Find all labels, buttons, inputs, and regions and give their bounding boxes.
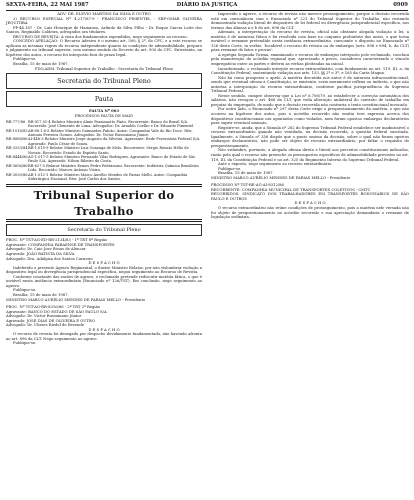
body-paragraph: Publique-se.: [218, 166, 242, 171]
header-date: SEXTA-FEIRA, 22 MAI 1987: [6, 2, 89, 8]
decision-line: Brasília, 15 de maio de 1987.: [13, 292, 69, 297]
intro-line: Brasília, 15 de maio de 1987.: [13, 62, 69, 67]
decision-block: [211, 183, 409, 219]
intro-block: [6, 12, 202, 71]
decision-line: Agravado: JOSE DIAS DE OLIVEIRA E OUTRO: [6, 318, 95, 323]
body-paragraph: Inconformado, o reclamado interpõe recurso extraordinário, com fundamento no art. 119, III, a, da Constituição Federal, sustentando violação aos arts. 153, §§ 2º e 3º, e 165 da Carta Magna.: [211, 66, 409, 76]
proc-number: RR-1016/85: [6, 128, 28, 133]
proc-number: RR-5656/86: [6, 163, 28, 168]
proc-number: RR-3333/84: [6, 146, 28, 151]
header-rule: [6, 10, 408, 11]
proc-details: AI-448-3 Relator Ministro Jorge Augusto da Silveira. Agravante: Rede Ferroviária Federal S/A. Agravado: Paulo César de Souza.: [28, 137, 201, 146]
decision-line: PROC. Nº TST-AG-ED-RR-2134/83 - 1ª TRT 8ª Região: [6, 238, 108, 243]
body-paragraph: Não vislumbro, portanto, a alegada ofensa direta e literal aos preceitos constitucionais indicados, razão pela qual o recurso não preenche os pressupostos específicos de admissibilidade previstos no art. 119, III, da Constituição Federal e no art. 325 do Regimento Interno do Supremo Tribunal Federal.: [211, 148, 409, 162]
decision-line: Conforme constante das razões de agravo, o reclamado pretende rediscutir matéria fática, o que é inviável nesta instância extraordinária (Enunciado nº 126/TST). Em conclusão, nego seguimento ao agravo.: [6, 274, 202, 288]
decision-line: Advogado: Dr. Ulisses Riedel de Resende: [6, 323, 85, 328]
proc-number: RR-4444/86: [6, 154, 28, 159]
table-row: [6, 129, 202, 138]
intro-line: Publique-se.: [13, 57, 37, 62]
proc-details: AR-1.012-1 Relator Ministro Marco Aurélio Mendes de Farias Mello. Autor: Companhia Siderúrgica Nacional. Réu: José Carlos dos Santos.: [28, 172, 188, 181]
intro-line: FDO.ADM. Tribunal Superior do Trabalho - Secretaria do Tribunal Pleno: [34, 66, 174, 71]
table-row: [6, 146, 202, 155]
body-paragraph: Improvido o agravo, o recurso de revista não merece prosseguimento, porque a decisão recorrida está em consonância com o Enunciado nº 221 do Tribunal Superior do Trabalho, não restando demonstrada violação literal de dispositivo de lei federal ou divergência jurisprudencial específica, nos termos das alíneas a e b do art. 896 da CLT.: [211, 12, 409, 30]
proc-number: RR-8888/86: [6, 137, 28, 142]
body-paragraph: Brasília, 15 de maio de 1987.: [218, 171, 274, 176]
intro-line: ADV: DR. ELEVIO MARTINS DA SILVA E OUTRO: [57, 12, 151, 16]
decision-line: Agravado: JOÃO BATISTA DA SILVA: [6, 252, 75, 257]
signature: MINISTRO MARCO AURÉLIO MENDES DE FARIAS MELLO - Presidente: [6, 297, 146, 302]
table-row: [6, 164, 202, 173]
proc-details: RR-917.01-4 Relator Ministro Almir Pazzianotto Pinto. Recorrente: Banco do Brasil S/A. Recorrido: José Clemente de Lima. Advogados: Dr. Arnaldo Coelho e Dr. Eduardo Pimentel.: [28, 119, 195, 129]
decision-line: Agravante: COMPANHIA PARAENSE DE TRANSPORTES: [6, 242, 115, 247]
left-column: [6, 12, 202, 346]
body-paragraph: Ante o exposto, nego seguimento ao recurso extraordinário.: [218, 162, 333, 167]
body-paragraph: Não há como prosperar o apelo. A matéria discutida nos autos é de natureza infraconstitucional, sendo que eventual ofensa à Constituição, se existente, seria meramente reflexa ou indireta, o que não autoriza a interposição do recurso extraordinário, conforme pacífica jurisprudência do Supremo Tribunal Federal.: [211, 75, 409, 94]
tribunal-title-text: Tribunal Superior do Trabalho: [6, 186, 202, 220]
intro-line: RECURSO DE REVISTA: A vista dos fundamentos expendidos, nego seguimento ao recurso.: [13, 34, 188, 39]
table-row: [6, 173, 202, 182]
intro-line: PP-44.187 - Dr. Luiz Henrique de Hamaneo, Arlindo da Silva Filho - Dr. Roque Garcia Leite dos Santos, Reginaldo Caldeira, advogados ora titulares.: [6, 25, 202, 35]
body-paragraph: A egrégia Segunda Turma, examinando o recurso de embargos interposto pelo reclamado, concluiu pela manutenção do acórdão regional que, apreciando a prova, considerou caracterizado o vínculo empregatício entre as partes e deferiu as verbas pleiteadas na inicial.: [211, 52, 409, 67]
proc-details: RR-627-5 Relator Ministro Ermes Pedro Pedrassani. Recorrente: Indústria Química Brasileira Ltda. Recorrido: Marcos Antonio Vieira.: [28, 163, 199, 173]
pauta-number: PAUTA Nº 003: [89, 108, 119, 114]
body-paragraph: Ademais, a interpretação do recurso de revista, oficial não obstante alegada violação à lei, a matéria é de natureza fática e foi resolvida com base no conjunto probatório dos autos, o que torna inviável o reexame pretendido nesta instância extraordinária, consoante o disposto no Enunciado nº 126 desta Corte, in verbis: 'Incabível o recurso de revista ou de embargos (arts. 896 e 894, b, da CLT) para reexame de fatos e provas'.: [211, 30, 409, 53]
proc-details: AG-1.017-5 Relator Ministro Fernando Vilar Rodrigues. Agravante: Banco do Estado de São Paulo S/A. Agravado: Nilson Ribeiro da Costa.: [28, 154, 196, 164]
decision-line: RECORRENTE: COMPANHIA MUNICIPAL DE TRANSPORTES COLETIVOS - CMTC: [211, 187, 371, 192]
decision-line: PROC. Nº TST-AG-RR-8316/86 - 2ª TRT 2ª Região: [6, 305, 101, 310]
decision-heading: D E S P A C H O: [88, 261, 120, 266]
decision-line: RECORRIDOS: SINDICATO DOS TRABALHADORES EM TRANSPORTES RODOVIÁRIOS DE SÃO PAULO E OUTROS: [211, 192, 409, 201]
signature: MINISTRO MARCO AURÉLIO MENDES DE FARIAS MELLO - Presidente: [211, 175, 351, 180]
secretaria-subtitle: Secretaria do Tribunal Pleno: [6, 224, 202, 236]
proc-details: RR-1.015-9 Relator Ministro Luiz Gonzaga de Melo. Recorrente: Sérgio Renato Hélio de Novais. Recorrido: Estado do Espírito Santo.: [28, 146, 189, 155]
proc-details: AR-88.1.6-5 Relator Ministro Guimarães Falcão. Autor: Companhia Vale do Rio Doce. Réu: Antonio Ferreira Gomes. Advogados: Dr. Victor Russomano Júnior.: [28, 128, 193, 137]
decision-heading: D E S P A C H O: [88, 327, 120, 332]
intro-line: CONCEDO APELAÇÃO: O Recurso Adesivo é o mesmo art. 500, § 2º, do CPC, e a este recurso se aplicam as mesmas regras do recurso independente quanto às condições de admissibilidade, preparo e julgamento no tribunal superior, com mesmo sentido do Decreto do art. 500 do CPC. Entretanto, na hipótese dos autos, o recurso foi interposto fora do prazo legal.: [6, 39, 202, 57]
body-paragraph: Por outro lado, o Enunciado nº 297 desta Corte exige o prequestionamento da matéria, o que não ocorreu na hipótese dos autos, pois o acórdão recorrido não emitiu tese expressa acerca dos dispositivos constitucionais ora apontados como violados, nem foram opostos embargos declaratórios para suprir eventual omissão.: [211, 107, 409, 126]
table-row: [6, 137, 202, 146]
body-paragraph: Registre-se, ainda, que a Súmula nº 282 do Supremo Tribunal Federal estabelece ser inadmissível o recurso extraordinário quando não ventilada, na decisão recorrida, a questão federal suscitada. Igualmente, a Súmula nº 356 dispõe que o ponto omisso da decisão, sobre o qual não foram opostos embargos declaratórios, não pode ser objeto de recurso extraordinário, por faltar o requisito do prequestionamento.: [211, 125, 409, 148]
decision-line: O recurso extraordinário não reúne condições de prosseguimento, pois a matéria nele versada não foi objeto de prequestionamento no acórdão recorrido e sua apreciação demandaria o reexame de legislação ordinária.: [211, 205, 409, 220]
decision-block: [6, 305, 202, 346]
header-publication: DIÁRIO DA JUSTIÇA: [176, 2, 238, 8]
decision-line: PROCESSO Nº TST-RE-AG-AI-8312/86: [211, 183, 284, 188]
header-page-number: 0909: [393, 2, 408, 8]
decision-line: Publique-se.: [13, 341, 37, 346]
decision-line: Advogado: Dr. Caio Jose Rosas de Alencar: [6, 247, 86, 252]
body-paragraph: Nesse sentido, cumpre observar que a Lei nº 6.708/79, ao estabelecer a correção automática dos salários, não revogou o art. 468 da CLT, que veda alteração unilateral do contrato de trabalho em prejuízo do empregado, de modo que a decisão recorrida não contraria o texto constitucional invocado.: [211, 93, 409, 107]
table-row: [6, 120, 202, 129]
decision-line: O recurso de revista foi denegado por despacho devidamente fundamentado, não havendo afronta ao art. 896 da CLT. Nego seguimento ao agravo.: [6, 332, 202, 341]
page-header: [0, 0, 414, 10]
decision-heading: D E S P A C H O: [294, 201, 326, 206]
decision-line: Publique-se.: [13, 288, 37, 293]
intro-line: 2) RECURSO ESPECIAL Nº 4.217/87-9 - FRANCISCO PIMENTEL - SRF-OMAR OLIVEIRA JEQUITIBÁ: [6, 16, 202, 26]
table-row: [6, 155, 202, 164]
pauta-table: [6, 120, 202, 182]
decision-line: Advogado: Dr. Victor Russomano Júnior: [6, 314, 82, 319]
right-column: [211, 12, 409, 220]
tribunal-title: [6, 184, 202, 222]
pauta-description: PROCESSOS PAUTA DE MAIO: [74, 113, 134, 118]
proc-number: RR-777/86: [6, 119, 26, 124]
secretaria-box-title: Secretaria do Tribunal Pleno: [6, 73, 202, 89]
decision-line: Advogado: Dra. Adalgisa dos Santos Carneiro: [6, 256, 93, 261]
proc-number: RR-3030/86: [6, 172, 28, 177]
decision-line: Agravante: BANCO DO ESTADO DE SÃO PAULO S/A: [6, 309, 107, 314]
pauta-box-title: Pauta: [6, 91, 202, 107]
decision-block: [6, 238, 202, 302]
decision-line: Indeferido o presente Agravo Regimental, o ilustre Ministro Relator, por não vislumbrar violação a dispositivo legal ou divergência jurisprudencial específica, negou seguimento ao Recurso de Revista.: [6, 265, 202, 275]
